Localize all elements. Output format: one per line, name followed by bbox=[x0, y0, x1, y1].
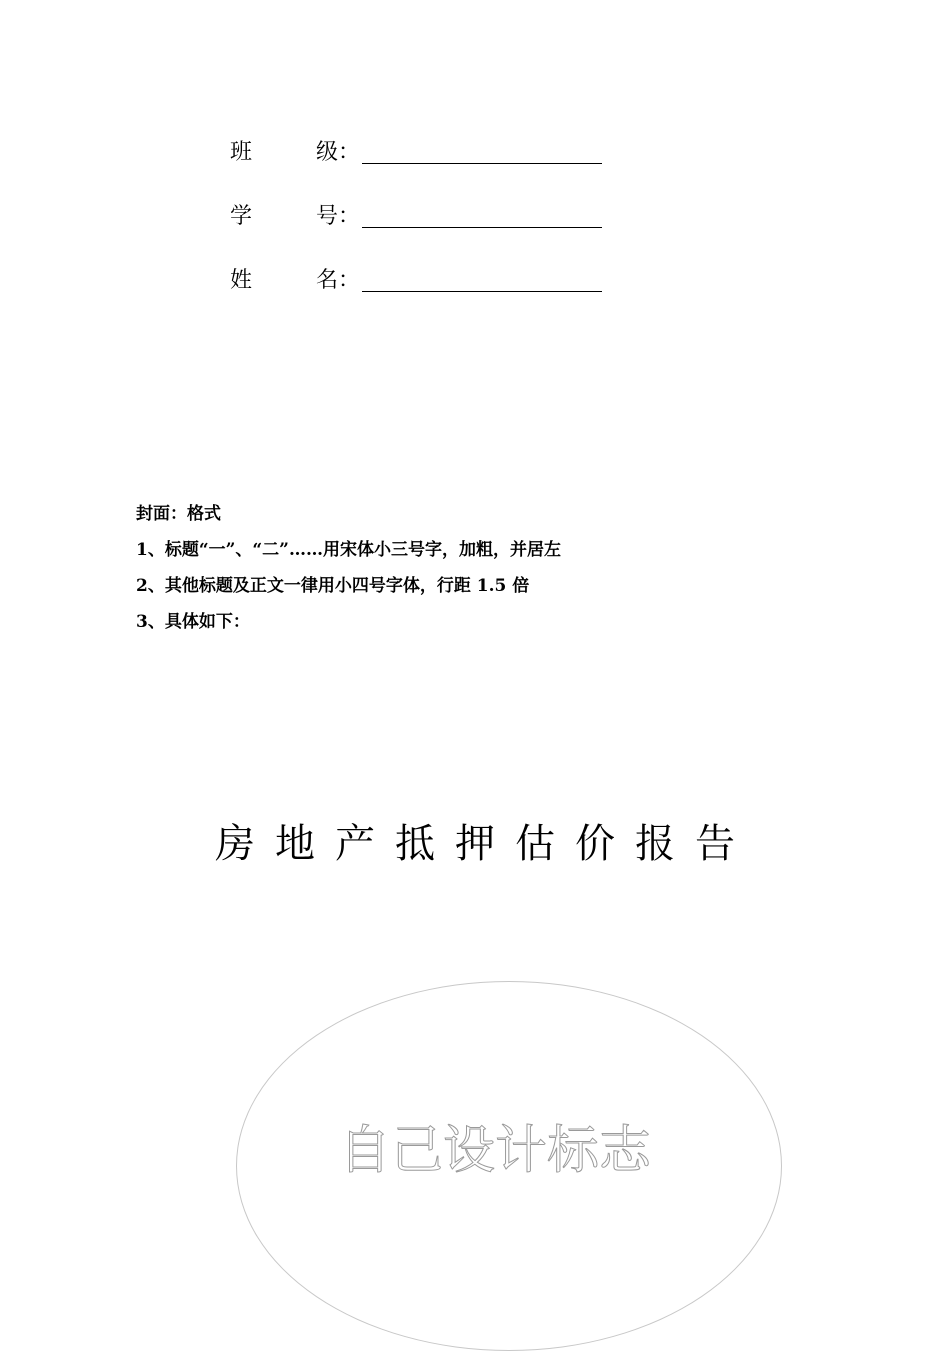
instructions-heading: 封面：格式 bbox=[136, 504, 221, 524]
class-field-row bbox=[230, 132, 602, 166]
report-title: 房地产抵押估价报告 bbox=[215, 821, 755, 867]
class-input-line[interactable] bbox=[362, 141, 602, 164]
instruction-line-1: 1、标题“一”、“二”……用宋体小三号字，加粗，并居左 bbox=[136, 540, 561, 560]
student-id-label-char1: 学 bbox=[230, 204, 253, 229]
instruction-line-2: 2、其他标题及正文一律用小四号字体，行距 1.5 倍 bbox=[136, 576, 530, 596]
student-id-field-row bbox=[230, 196, 602, 230]
instruction-line-3: 3、具体如下： bbox=[136, 612, 250, 632]
format-instructions bbox=[136, 496, 561, 640]
class-label-char2: 级： bbox=[316, 140, 361, 165]
name-field-row bbox=[230, 260, 602, 294]
logo-placeholder-text: 自己设计标志 bbox=[338, 1121, 651, 1181]
student-id-input-line[interactable] bbox=[362, 205, 602, 228]
class-label-char1: 班 bbox=[230, 140, 253, 165]
student-id-label-char2: 号： bbox=[316, 204, 361, 229]
name-label-char2: 名： bbox=[316, 268, 361, 293]
name-label-char1: 姓 bbox=[230, 268, 253, 293]
name-input-line[interactable] bbox=[362, 269, 602, 292]
